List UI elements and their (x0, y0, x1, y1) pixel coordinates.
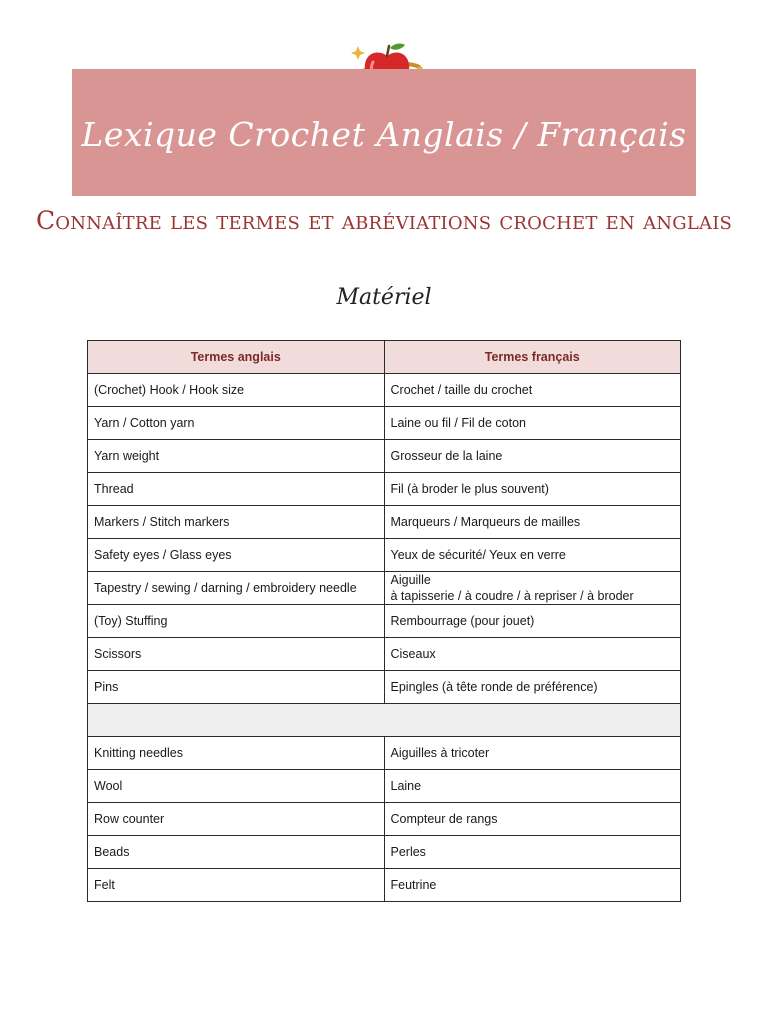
table-row (88, 374, 681, 407)
separator-cell (88, 704, 681, 737)
table-row (88, 539, 681, 572)
table-row (88, 638, 681, 671)
english-term: Wool (88, 770, 385, 803)
table-row (88, 803, 681, 836)
table-row (88, 506, 681, 539)
lexicon-table (87, 340, 681, 902)
table-row (88, 407, 681, 440)
column-header-english: Termes anglais (88, 341, 385, 374)
french-term: Aiguille à tapisserie / à coudre / à repriser / à broder (384, 572, 681, 605)
english-term: Thread (88, 473, 385, 506)
english-term: Pins (88, 671, 385, 704)
french-term: Perles (384, 836, 681, 869)
section-title: Matériel (336, 285, 432, 310)
english-term: Felt (88, 869, 385, 902)
french-term: Laine (384, 770, 681, 803)
french-term: Rembourrage (pour jouet) (384, 605, 681, 638)
table-row (88, 473, 681, 506)
page-title: Lexique Crochet Anglais / Français (81, 115, 687, 154)
table-row (88, 836, 681, 869)
table-row (88, 440, 681, 473)
english-term: Scissors (88, 638, 385, 671)
table-row (88, 869, 681, 902)
english-term: Tapestry / sewing / darning / embroidery needle (88, 572, 385, 605)
french-term: Marqueurs / Marqueurs de mailles (384, 506, 681, 539)
table-separator-row (88, 704, 681, 737)
table-row (88, 572, 681, 605)
french-term: Grosseur de la laine (384, 440, 681, 473)
french-term: Laine ou fil / Fil de coton (384, 407, 681, 440)
english-term: Beads (88, 836, 385, 869)
english-term: Yarn / Cotton yarn (88, 407, 385, 440)
table-row (88, 671, 681, 704)
french-term: Feutrine (384, 869, 681, 902)
english-term: Markers / Stitch markers (88, 506, 385, 539)
english-term: Yarn weight (88, 440, 385, 473)
table-row (88, 737, 681, 770)
column-header-french: Termes français (384, 341, 681, 374)
table-header-row (88, 341, 681, 374)
english-term: Knitting needles (88, 737, 385, 770)
english-term: (Toy) Stuffing (88, 605, 385, 638)
french-term: Aiguilles à tricoter (384, 737, 681, 770)
english-term: (Crochet) Hook / Hook size (88, 374, 385, 407)
french-term: Ciseaux (384, 638, 681, 671)
french-term: Compteur de rangs (384, 803, 681, 836)
title-banner (72, 69, 696, 196)
page-subtitle: Connaître les termes et abréviations crochet en anglais (35, 206, 733, 235)
english-term: Row counter (88, 803, 385, 836)
french-term: Fil (à broder le plus souvent) (384, 473, 681, 506)
table-row (88, 605, 681, 638)
french-term: Epingles (à tête ronde de préférence) (384, 671, 681, 704)
french-term: Crochet / taille du crochet (384, 374, 681, 407)
english-term: Safety eyes / Glass eyes (88, 539, 385, 572)
french-term: Yeux de sécurité/ Yeux en verre (384, 539, 681, 572)
table-row (88, 770, 681, 803)
